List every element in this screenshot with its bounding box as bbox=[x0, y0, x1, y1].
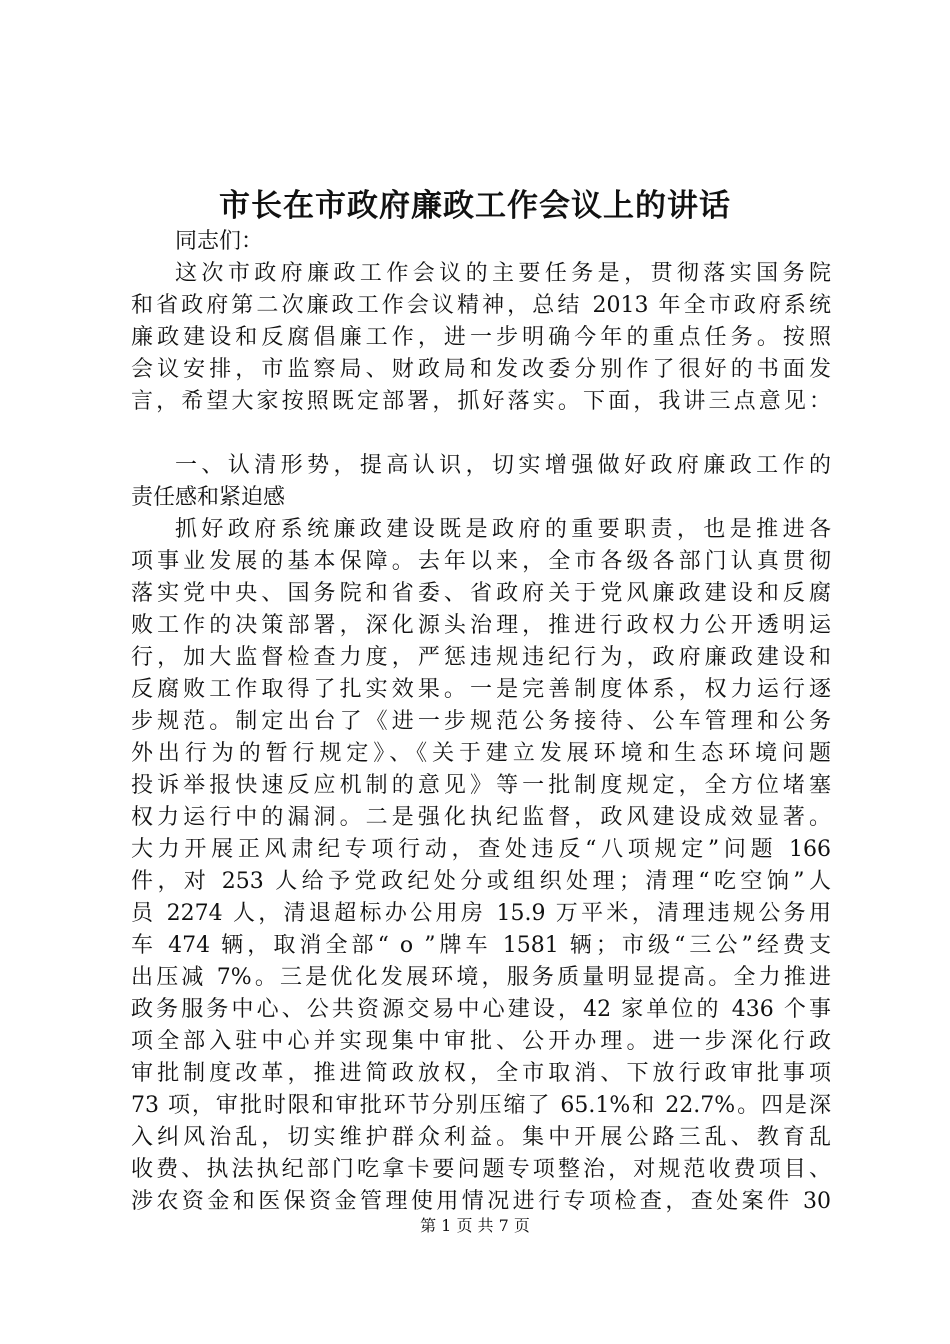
paragraph-line: 败工作的决策部署，深化源头治理，推进行政权力公开透明运 bbox=[131, 613, 831, 638]
page-number-footer: 第 1 页 共 7 页 bbox=[420, 1216, 530, 1235]
paragraph-line: 73 项，审批时限和审批环节分别压缩了 65.1%和 22.7%。四是深 bbox=[131, 1093, 831, 1118]
paragraph-gap bbox=[131, 418, 831, 450]
section-heading-line: 一、认清形势，提高认识，切实增强做好政府廉政工作的 bbox=[175, 453, 831, 478]
paragraph-line: 大力开展正风肃纪专项行动，查处违反“八项规定”问题 166 bbox=[131, 837, 831, 862]
salutation: 同志们： bbox=[175, 229, 264, 254]
paragraph-line: 反腐败工作取得了扎实效果。一是完善制度体系，权力运行逐 bbox=[131, 677, 831, 702]
paragraph-line: 出压减 7%。三是优化发展环境，服务质量明显提高。全力推进 bbox=[131, 965, 831, 990]
paragraph-line: 收费、执法执纪部门吃拿卡要问题专项整治，对规范收费项目、 bbox=[131, 1157, 831, 1182]
paragraph-line: 步规范。制定出台了《进一步规范公务接待、公车管理和公务 bbox=[131, 709, 831, 734]
paragraph-line: 外出行为的暂行规定》、《关于建立发展环境和生态环境问题 bbox=[131, 741, 831, 766]
paragraph-line: 权力运行中的漏洞。二是强化执纪监督，政风建设成效显著。 bbox=[131, 805, 831, 830]
paragraph-line: 入纠风治乱，切实维护群众利益。集中开展公路三乱、教育乱 bbox=[131, 1125, 831, 1150]
intro-line: 廉政建设和反腐倡廉工作，进一步明确今年的重点任务。按照 bbox=[131, 325, 831, 350]
paragraph-line: 项事业发展的基本保障。去年以来，全市各级各部门认真贯彻 bbox=[131, 549, 831, 574]
paragraph-line: 项全部入驻中心并实现集中审批、公开办理。进一步深化行政 bbox=[131, 1029, 831, 1054]
section-heading-line: 责任感和紧迫感 bbox=[131, 485, 286, 510]
intro-line: 这次市政府廉政工作会议的主要任务是，贯彻落实国务院 bbox=[175, 261, 831, 286]
paragraph-line: 抓好政府系统廉政建设既是政府的重要职责，也是推进各 bbox=[175, 517, 831, 542]
paragraph-line: 落实党中央、国务院和省委、省政府关于党风廉政建设和反腐 bbox=[131, 581, 831, 606]
intro-line: 会议安排，市监察局、财政局和发改委分别作了很好的书面发 bbox=[131, 357, 831, 382]
document-body bbox=[131, 226, 831, 1218]
intro-line: 和省政府第二次廉政工作会议精神，总结 2013 年全市政府系统 bbox=[131, 293, 831, 318]
paragraph-line: 员 2274 人，清退超标办公用房 15.9 万平米，清理违规公务用 bbox=[131, 901, 831, 926]
paragraph-line: 审批制度改革，推进简政放权，全市取消、下放行政审批事项 bbox=[131, 1061, 831, 1086]
document-title: 市长在市政府廉政工作会议上的讲话 bbox=[219, 188, 731, 224]
paragraph-line: 政务服务中心、公共资源交易中心建设，42 家单位的 436 个事 bbox=[131, 997, 831, 1022]
paragraph-line: 投诉举报快速反应机制的意见》等一批制度规定，全方位堵塞 bbox=[131, 773, 831, 798]
paragraph-line: 件，对 253 人给予党政纪处分或组织处理；清理“吃空饷”人 bbox=[131, 869, 831, 894]
intro-line: 言，希望大家按照既定部署，抓好落实。下面，我讲三点意见： bbox=[131, 389, 831, 414]
paragraph-line: 车 474 辆，取消全部“ o ”牌车 1581 辆；市级“三公”经费支 bbox=[131, 933, 831, 958]
paragraph-line: 涉农资金和医保资金管理使用情况进行专项检查，查处案件 30 bbox=[131, 1189, 831, 1214]
paragraph-line: 行，加大监督检查力度，严惩违规违纪行为，政府廉政建设和 bbox=[131, 645, 831, 670]
